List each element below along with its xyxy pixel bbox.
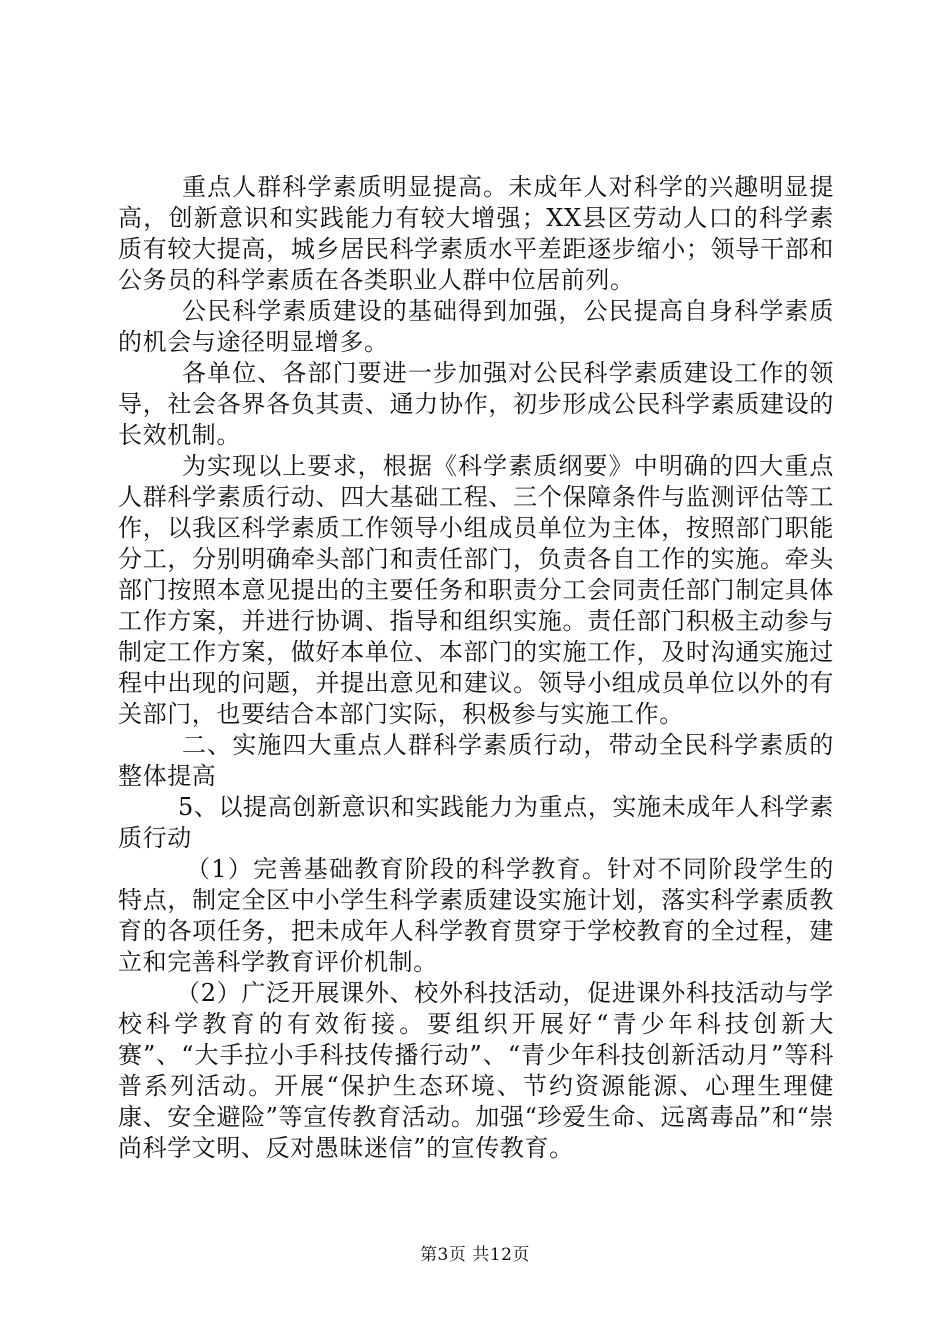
subsection-heading-five: 5、以提高创新意识和实践能力为重点，实施未成年人科学素质行动 (118, 793, 834, 852)
section-heading-two: 二、实施四大重点人群科学素质行动，带动全民科学素质的整体提高 (118, 731, 834, 790)
paragraph-departments: 各单位、各部门要进一步加强对公民科学素质建设工作的领导，社会各界各负其责、通力协作，初步形成公民科学素质建设的长效机制。 (118, 359, 834, 449)
paragraph-implementation: 为实现以上要求，根据《科学素质纲要》中明确的四大重点人群科学素质行动、四大基础工程、三个保障条件与监测评估等工作，以我区科学素质工作领导小组成员单位为主体，按照部门职能分工，分别明确牵头部门和责任部门，负责各自工作的实施。牵头部门按照本意见提出的主要任务和职责分工会同责任部门制定具体工作方案，并进行协调、指导和组织实施。责任部门积极主动参与制定工作方案，做好本单位、本部门的实施工作，及时沟通实施过程中出现的问题，并提出意见和建议。领导小组成员单位以外的有关部门，也要结合本部门实际，积极参与实施工作。 (118, 452, 834, 728)
paragraph-foundation: 公民科学素质建设的基础得到加强，公民提高自身科学素质的机会与途径明显增多。 (118, 297, 834, 356)
page-footer: 第3页 共12页 (420, 1245, 530, 1265)
item-one-basic-education: （1）完善基础教育阶段的科学教育。针对不同阶段学生的特点，制定全区中小学生科学素质建设实施计划，落实科学素质教育的各项任务，把未成年人科学教育贯穿于学校教育的全过程，建立和完善科学教育评价机制。 (118, 855, 834, 976)
paragraph-key-groups: 重点人群科学素质明显提高。未成年人对科学的兴趣明显提高，创新意识和实践能力有较大增强；XX县区劳动人口的科学素质有较大提高，城乡居民科学素质水平差距逐步缩小；领导干部和公务员的科学素质在各类职业人群中位居前列。 (118, 173, 834, 294)
document-body (118, 172, 834, 1164)
item-two-extracurricular: （2）广泛开展课外、校外科技活动，促进课外科技活动与学校科学教育的有效衔接。要组织开展好“青少年科技创新大赛”、“大手拉小手科技传播行动”、“青少年科技创新活动月”等科普系列活动。开展“保护生态环境、节约资源能源、心理生理健康、安全避险”等宣传教育活动。加强“珍爱生命、远离毒品”和“崇尚科学文明、反对愚昧迷信”的宣传教育。 (118, 979, 834, 1162)
